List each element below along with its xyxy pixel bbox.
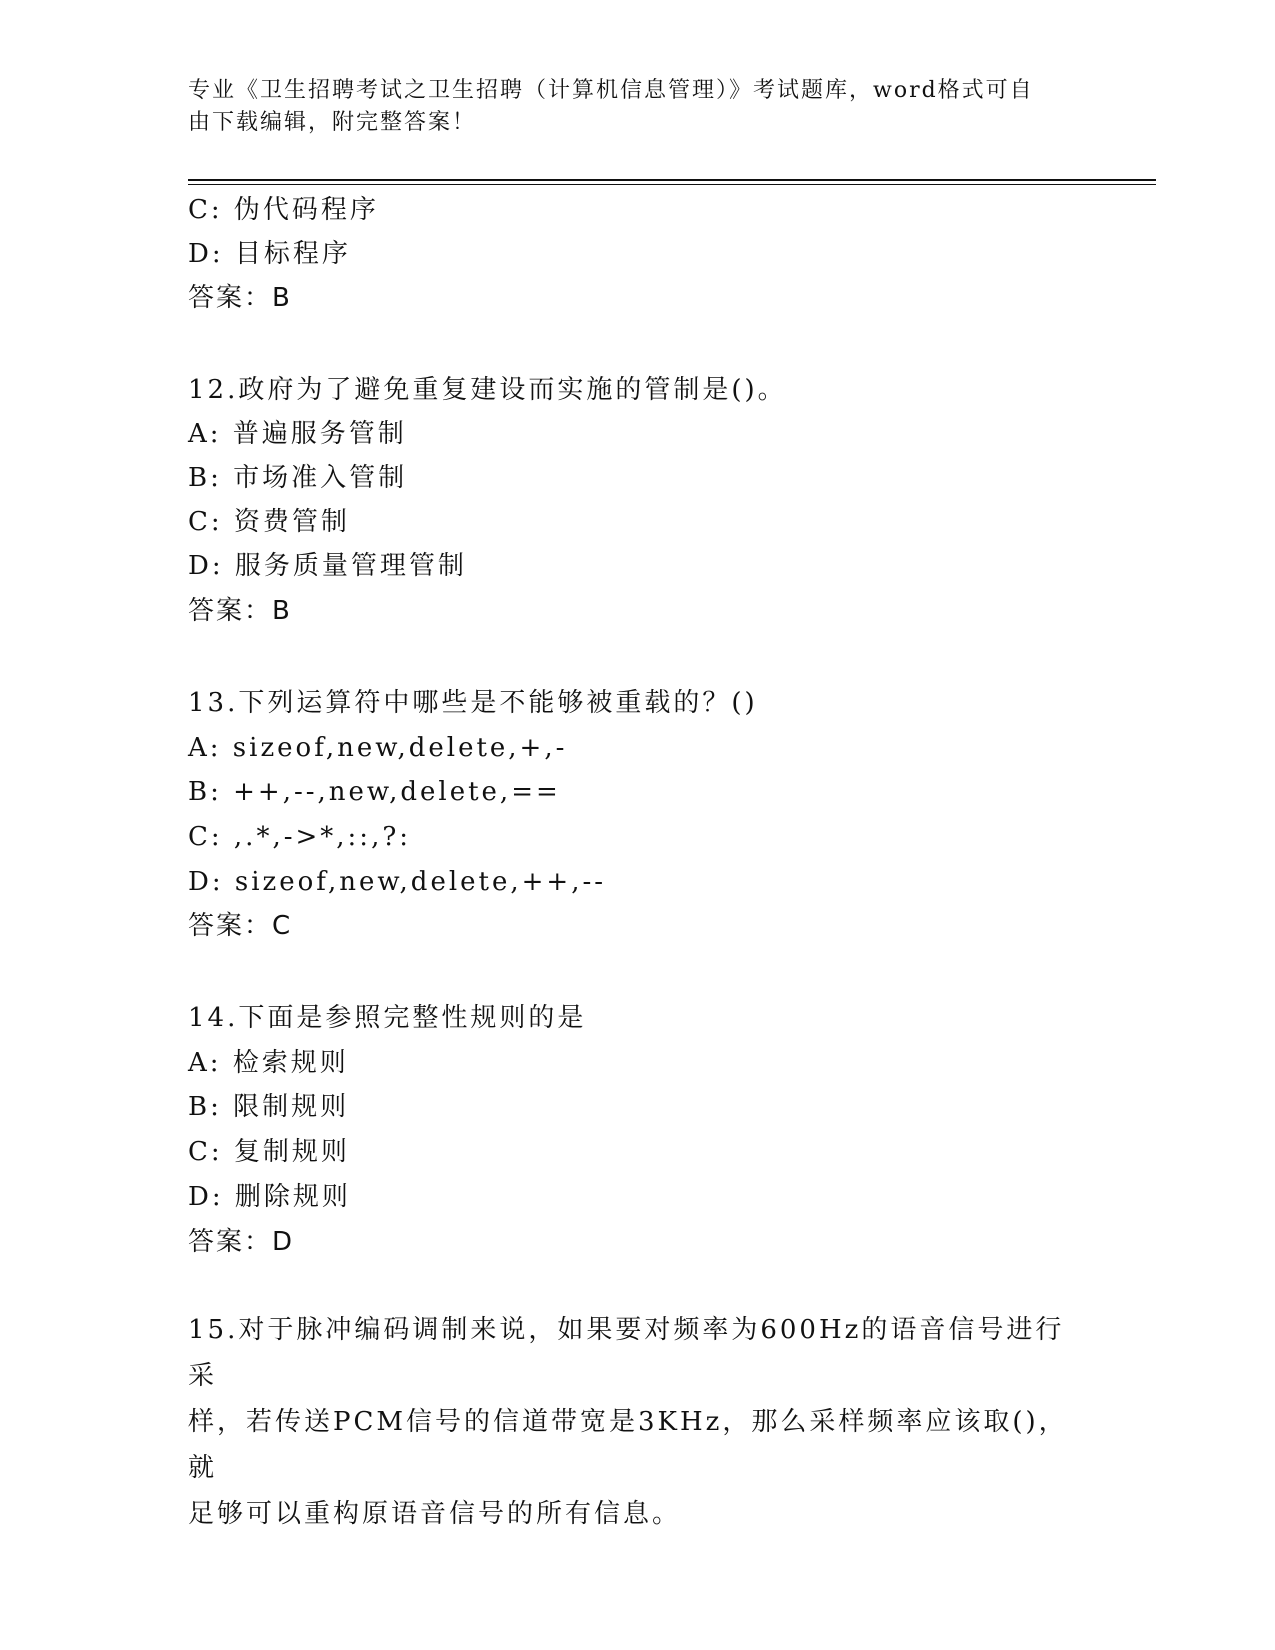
- q13-option-c: C: ,.*,->*,::,?:: [188, 822, 412, 852]
- q12-option-d: D: 服务质量管理管制: [188, 551, 467, 581]
- q12-option-b: B: 市场准入管制: [188, 463, 408, 493]
- q13-option-d: D: sizeof,new,delete,++,--: [188, 867, 607, 897]
- q14-question: 14.下面是参照完整性规则的是: [188, 1003, 587, 1033]
- q15-question-line-2: 样，若传送PCM信号的信道带宽是3KHz，那么采样频率应该取()，就: [188, 1407, 1068, 1483]
- q14-option-a: A: 检索规则: [188, 1048, 349, 1078]
- header-line-2: 由下载编辑，附完整答案！: [188, 110, 477, 135]
- q14-option-c: C: 复制规则: [188, 1137, 350, 1167]
- q13-question: 13.下列运算符中哪些是不能够被重载的？(): [188, 688, 758, 718]
- header-line-1: 专业《卫生招聘考试之卫生招聘（计算机信息管理）》考试题库，word格式可自: [188, 78, 1034, 103]
- q11-option-d: D: 目标程序: [188, 239, 351, 269]
- q15-question-line-3: 足够可以重构原语音信号的所有信息。: [188, 1499, 682, 1529]
- q12-answer: 答案：B: [188, 596, 292, 626]
- q14-option-d: D: 删除规则: [188, 1182, 351, 1212]
- header-divider-thick: [188, 179, 1156, 181]
- header-divider-thin: [188, 184, 1156, 185]
- q15-question: [188, 1307, 1088, 1537]
- q14-option-b: B: 限制规则: [188, 1092, 350, 1122]
- q15-question-line-1: 15.对于脉冲编码调制来说，如果要对频率为600Hz的语音信号进行采: [188, 1315, 1065, 1391]
- document-header: [188, 75, 1088, 139]
- q13-option-b: B: ++,--,new,delete,==: [188, 777, 561, 807]
- q12-option-a: A: 普遍服务管制: [188, 419, 407, 449]
- q13-answer: 答案：C: [188, 911, 293, 941]
- q13-option-a: A: sizeof,new,delete,+,-: [188, 733, 568, 763]
- q11-answer: 答案：B: [188, 283, 292, 313]
- q12-option-c: C: 资费管制: [188, 507, 350, 537]
- q14-answer: 答案：D: [188, 1227, 295, 1257]
- q12-question: 12.政府为了避免重复建设而实施的管制是()。: [188, 375, 787, 405]
- q11-option-c: C: 伪代码程序: [188, 195, 379, 225]
